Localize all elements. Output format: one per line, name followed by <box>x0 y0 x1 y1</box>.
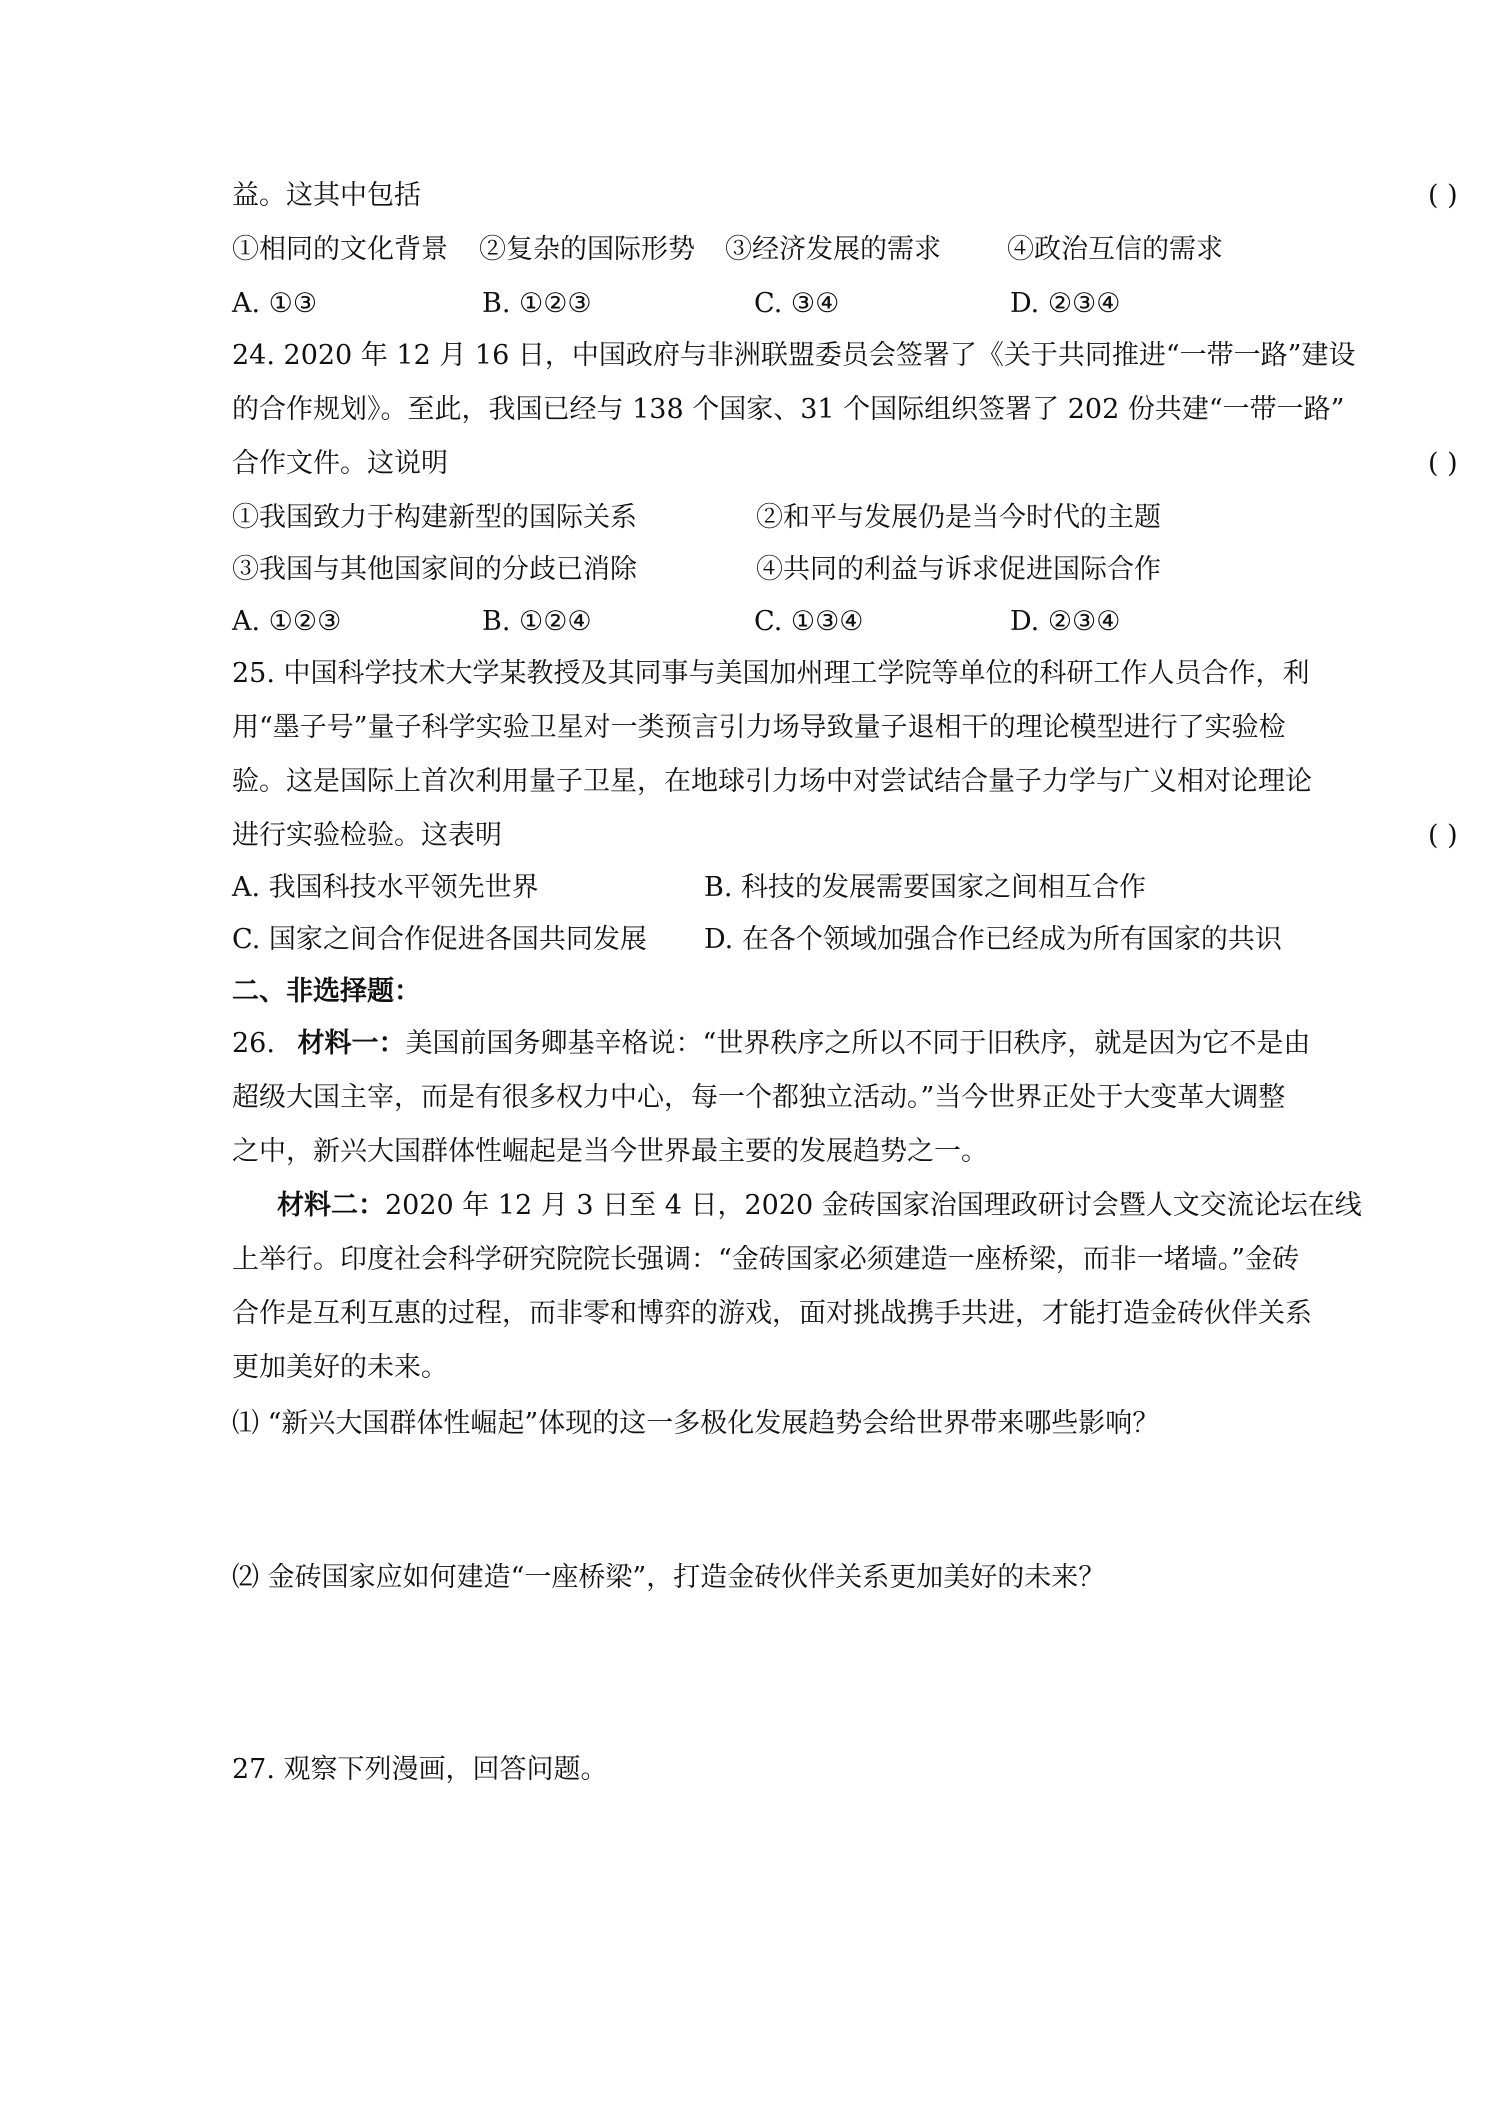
q24-item-3: ③我国与其他国家间的分歧已消除 <box>232 554 637 585</box>
q23-option-d: D. ②③④ <box>1010 288 1121 319</box>
q25-stem-line-4 <box>232 818 1458 854</box>
q23-item-1: ①相同的文化背景 <box>232 234 448 265</box>
q26-material-2-line-4: 更加美好的未来。 <box>232 1352 448 1383</box>
q25-stem-line-2: 用“墨子号”量子科学实验卫星对一类预言引力场导致量子退相干的理论模型进行了实验检 <box>232 712 1286 743</box>
q24-stem-line-3 <box>232 446 1458 482</box>
q23-item-2: ②复杂的国际形势 <box>479 234 695 265</box>
q23-item-4: ④政治互信的需求 <box>1007 234 1223 265</box>
q23-option-a: A. ①③ <box>232 288 318 319</box>
q23-stem-tail <box>232 178 1458 214</box>
section-title: 二、非选择题： <box>232 976 421 1007</box>
q27-stem: 27. 观察下列漫画，回答问题。 <box>232 1754 608 1785</box>
q23-items <box>232 232 1280 268</box>
q25-option-a: A. 我国科技水平领先世界 <box>232 872 539 903</box>
q25-stem-line-3: 验。这是国际上首次利用量子卫星，在地球引力场中对尝试结合量子力学与广义相对论理论 <box>232 766 1312 797</box>
q26-number: 26. <box>232 1028 275 1059</box>
q23-option-b: B. ①②③ <box>482 288 592 319</box>
q25-options-row-1 <box>232 870 1280 906</box>
q26-material-1-line-2: 超级大国主宰，而是有很多权力中心，每一个都独立活动。”当今世界正处于大变革大调整 <box>232 1082 1286 1113</box>
q25-option-d: D. 在各个领域加强合作已经成为所有国家的共识 <box>704 924 1282 955</box>
q26-material-2-label: 材料二： <box>277 1190 385 1221</box>
q24-stem-text: 合作文件。这说明 <box>232 448 448 479</box>
q26-sub-question-1: ⑴ “新兴大国群体性崛起”体现的这一多极化发展趋势会给世界带来哪些影响？ <box>232 1408 1160 1439</box>
q24-stem-line-2: 的合作规划》。至此，我国已经与 138 个国家、31 个国际组织签署了 202 份共建“一带一路” <box>232 394 1345 425</box>
q24-items-row-2 <box>232 552 1280 588</box>
q23-option-c: C. ③④ <box>754 288 840 319</box>
q24-item-4: ④共同的利益与诉求促进国际合作 <box>756 554 1161 585</box>
q24-item-1: ①我国致力于构建新型的国际关系 <box>232 502 637 533</box>
q26-material-1-line-1 <box>232 1026 1311 1062</box>
q26-material-2-line-3: 合作是互利互惠的过程，而非零和博弈的游戏，面对挑战携手共进，才能打造金砖伙伴关系 <box>232 1298 1312 1329</box>
q23-answer-bracket: ( ) <box>1428 180 1458 211</box>
q23-options <box>232 286 1280 322</box>
q24-option-b: B. ①②④ <box>482 606 592 637</box>
q24-items-row-1 <box>232 500 1280 536</box>
q25-stem-line-1: 25. 中国科学技术大学某教授及其同事与美国加州理工学院等单位的科研工作人员合作，利 <box>232 658 1310 689</box>
q26-material-2-text: 2020 年 12 月 3 日至 4 日，2020 金砖国家治国理政研讨会暨人文交流论坛在线 <box>385 1190 1362 1221</box>
q24-option-d: D. ②③④ <box>1010 606 1121 637</box>
q26-material-2-line-1 <box>232 1188 1362 1224</box>
q25-option-c: C. 国家之间合作促进各国共同发展 <box>232 924 647 955</box>
q24-item-2: ②和平与发展仍是当今时代的主题 <box>756 502 1161 533</box>
q23-item-3: ③经济发展的需求 <box>725 234 941 265</box>
q25-answer-bracket: ( ) <box>1428 820 1458 851</box>
q24-option-a: A. ①②③ <box>232 606 342 637</box>
q24-stem-line-1: 24. 2020 年 12 月 16 日，中国政府与非洲联盟委员会签署了《关于共同推进“一带一路”建设 <box>232 340 1356 371</box>
q24-options <box>232 604 1280 640</box>
q25-options-row-2 <box>232 922 1280 958</box>
q24-option-c: C. ①③④ <box>754 606 864 637</box>
q26-material-2-line-2: 上举行。印度社会科学研究院院长强调：“金砖国家必须建造一座桥梁，而非一堵墙。”金砖 <box>232 1244 1300 1275</box>
q26-material-1-line-3: 之中，新兴大国群体性崛起是当今世界最主要的发展趋势之一。 <box>232 1136 988 1167</box>
q24-answer-bracket: ( ) <box>1428 448 1458 479</box>
q26-material-1-label: 材料一： <box>297 1028 406 1059</box>
q23-stem-text: 益。这其中包括 <box>232 180 421 211</box>
q25-option-b: B. 科技的发展需要国家之间相互合作 <box>704 872 1147 903</box>
q25-stem-text: 进行实验检验。这表明 <box>232 820 502 851</box>
q26-material-1-text: 美国前国务卿基辛格说：“世界秩序之所以不同于旧秩序，就是因为它不是由 <box>405 1028 1311 1059</box>
q26-sub-question-2: ⑵ 金砖国家应如何建造“一座桥梁”，打造金砖伙伴关系更加美好的未来？ <box>232 1562 1106 1593</box>
